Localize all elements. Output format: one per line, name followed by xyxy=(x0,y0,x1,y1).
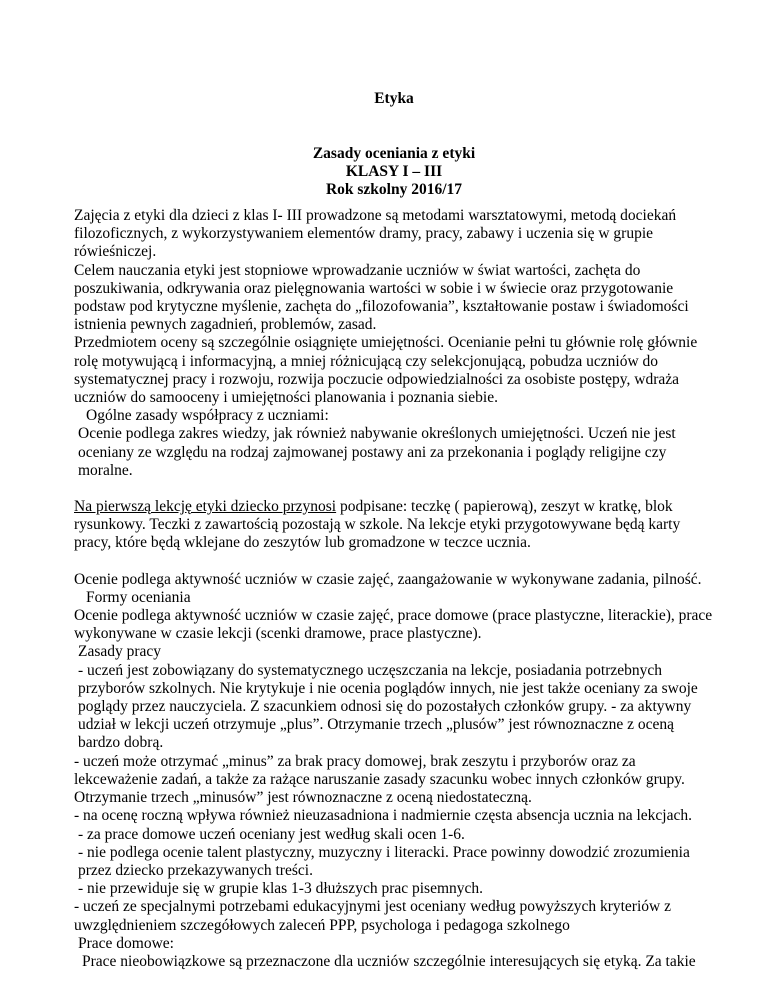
paragraph-homework-heading: Prace domowe: xyxy=(78,934,174,952)
subtitle-line-1: Zasady oceniania z etyki xyxy=(312,145,476,162)
paragraph-intro: Zajęcia z etyki dla dzieci z klas I- III prowadzone są metodami warsztatowymi, metodą dociekań filozoficznych, z wykorzystywaniem elementów dramy, pracy, zabawy i uczenia się w grupie rówieśniczej. xyxy=(74,207,677,261)
document-title: Etyka xyxy=(374,90,414,107)
first-lesson-rest: podpisane: teczkę ( papierową), zeszyt w kratkę, blok rysunkowy. Teczki z zawartością pozostają w szkole. Na lekcje etyki przygotowywane będą karty pracy, które będą wklejane do zeszytów lub gromadzone w teczce ucznia. xyxy=(74,498,681,552)
paragraph-cooperation-heading: Ogólne zasady współpracy z uczniami: xyxy=(86,407,329,425)
paragraph-goal: Celem nauczania etyki jest stopniowe wprowadzanie uczniów w świat wartości, zachęta do poszukiwania, odkrywania oraz pielęgnowania wartości w sobie i w świecie oraz przygotowanie podstaw pod krytyczne myślenie, zachęta do „filozofowania”, kształtowanie postaw i świadomości istnienia pewnych zagadnień, problemów, zasad. xyxy=(74,261,689,334)
paragraph-forms-text: Ocenie podlega aktywność uczniów w czasie zajęć, prace domowe (prace plastyczne, literackie), prace wykonywane w czasie lekcji (scenki dramowe, prace plastyczne). xyxy=(74,607,713,643)
paragraph-forms-heading: Formy oceniania xyxy=(86,588,191,606)
rule-item-minus: - uczeń może otrzymać „minus” za brak pracy domowej, brak zeszytu i przyborów oraz za lekceważenie zadań, a także za rażące naruszanie zasady szacunku wobec innych członków grupy. Otrzymanie trzech „minusów” jest równoznaczne z oceną niedostateczną. xyxy=(74,752,685,807)
rule-item-special-needs: - uczeń ze specjalnymi potrzebami edukacyjnymi jest oceniany według powyższych kryteriów z uwzględnieniem szczegółowych zaleceń PPP, psychologa i pedagoga szkolnego xyxy=(74,898,671,934)
paragraph-homework-text: Prace nieobowiązkowe są przeznaczone dla uczniów szczególnie interesujących się etyką. Za takie xyxy=(82,952,696,970)
paragraph-assessment-subject: Przedmiotem oceny są szczególnie osiągnięte umiejętności. Ocenianie pełni tu głównie rolę głównie rolę motywującą i informacyjną, a mniej różnicującą czy selekcjonującą, pobudza uczniów do systematycznej pracy i rozwoju, rozwija poczucie odpowiedzialności za osobiste postępy, wdraża uczniów do samooceny i umiejętności planowania i poznania siebie. xyxy=(74,334,698,407)
document-subtitle xyxy=(74,145,714,200)
paragraph-activity: Ocenie podlega aktywność uczniów w czasie zajęć, zaangażowanie w wykonywane zadania, pilność. xyxy=(74,570,702,588)
rule-item-homework-scale: - za prace domowe uczeń oceniany jest według skali ocen 1-6. xyxy=(78,825,465,843)
spacer xyxy=(74,480,714,498)
spacer xyxy=(74,553,714,571)
rule-item-written-work: - nie przewiduje się w grupie klas 1-3 dłuższych prac pisemnych. xyxy=(78,880,484,898)
subtitle-line-2: KLASY I – III xyxy=(345,163,443,181)
subtitle-line-3: Rok szkolny 2016/17 xyxy=(325,181,463,199)
rule-item-talent: - nie podlega ocenie talent plastyczny, muzyczny i literacki. Prace powinny dowodzić zrozumienia przez dziecko przekazywanych treści. xyxy=(78,843,690,879)
first-lesson-underlined: Na pierwszą lekcję etyki dziecko przynosi xyxy=(74,498,337,516)
rule-item-absence: - na ocenę roczną wpływa również nieuzasadniona i nadmiernie częsta absencja ucznia na lekcjach. xyxy=(74,807,692,825)
paragraph-first-lesson xyxy=(74,498,714,553)
document-body xyxy=(74,207,714,971)
paragraph-cooperation-text: Ocenie podlega zakres wiedzy, jak również nabywanie określonych umiejętności. Uczeń nie jest oceniany ze względu na rodzaj zajmowanej postawy ani za przekonania i poglądy religijne czy moralne. xyxy=(78,425,676,479)
rule-item-attendance: - uczeń jest zobowiązany do systematycznego uczęszczania na lekcje, posiadania potrzebnych przyborów szkolnych. Nie krytykuje i nie ocenia poglądów innych, nie jest także oceniany za swoje poglądy przez nauczyciela. Z szacunkiem odnosi się do pozostałych członków grupy. - za aktywny udział w lekcji uczeń otrzymuje „plus”. Otrzymanie trzech „plusów” jest równoznaczne z oceną bardzo dobrą. xyxy=(78,661,698,752)
paragraph-rules-heading: Zasady pracy xyxy=(78,643,162,661)
